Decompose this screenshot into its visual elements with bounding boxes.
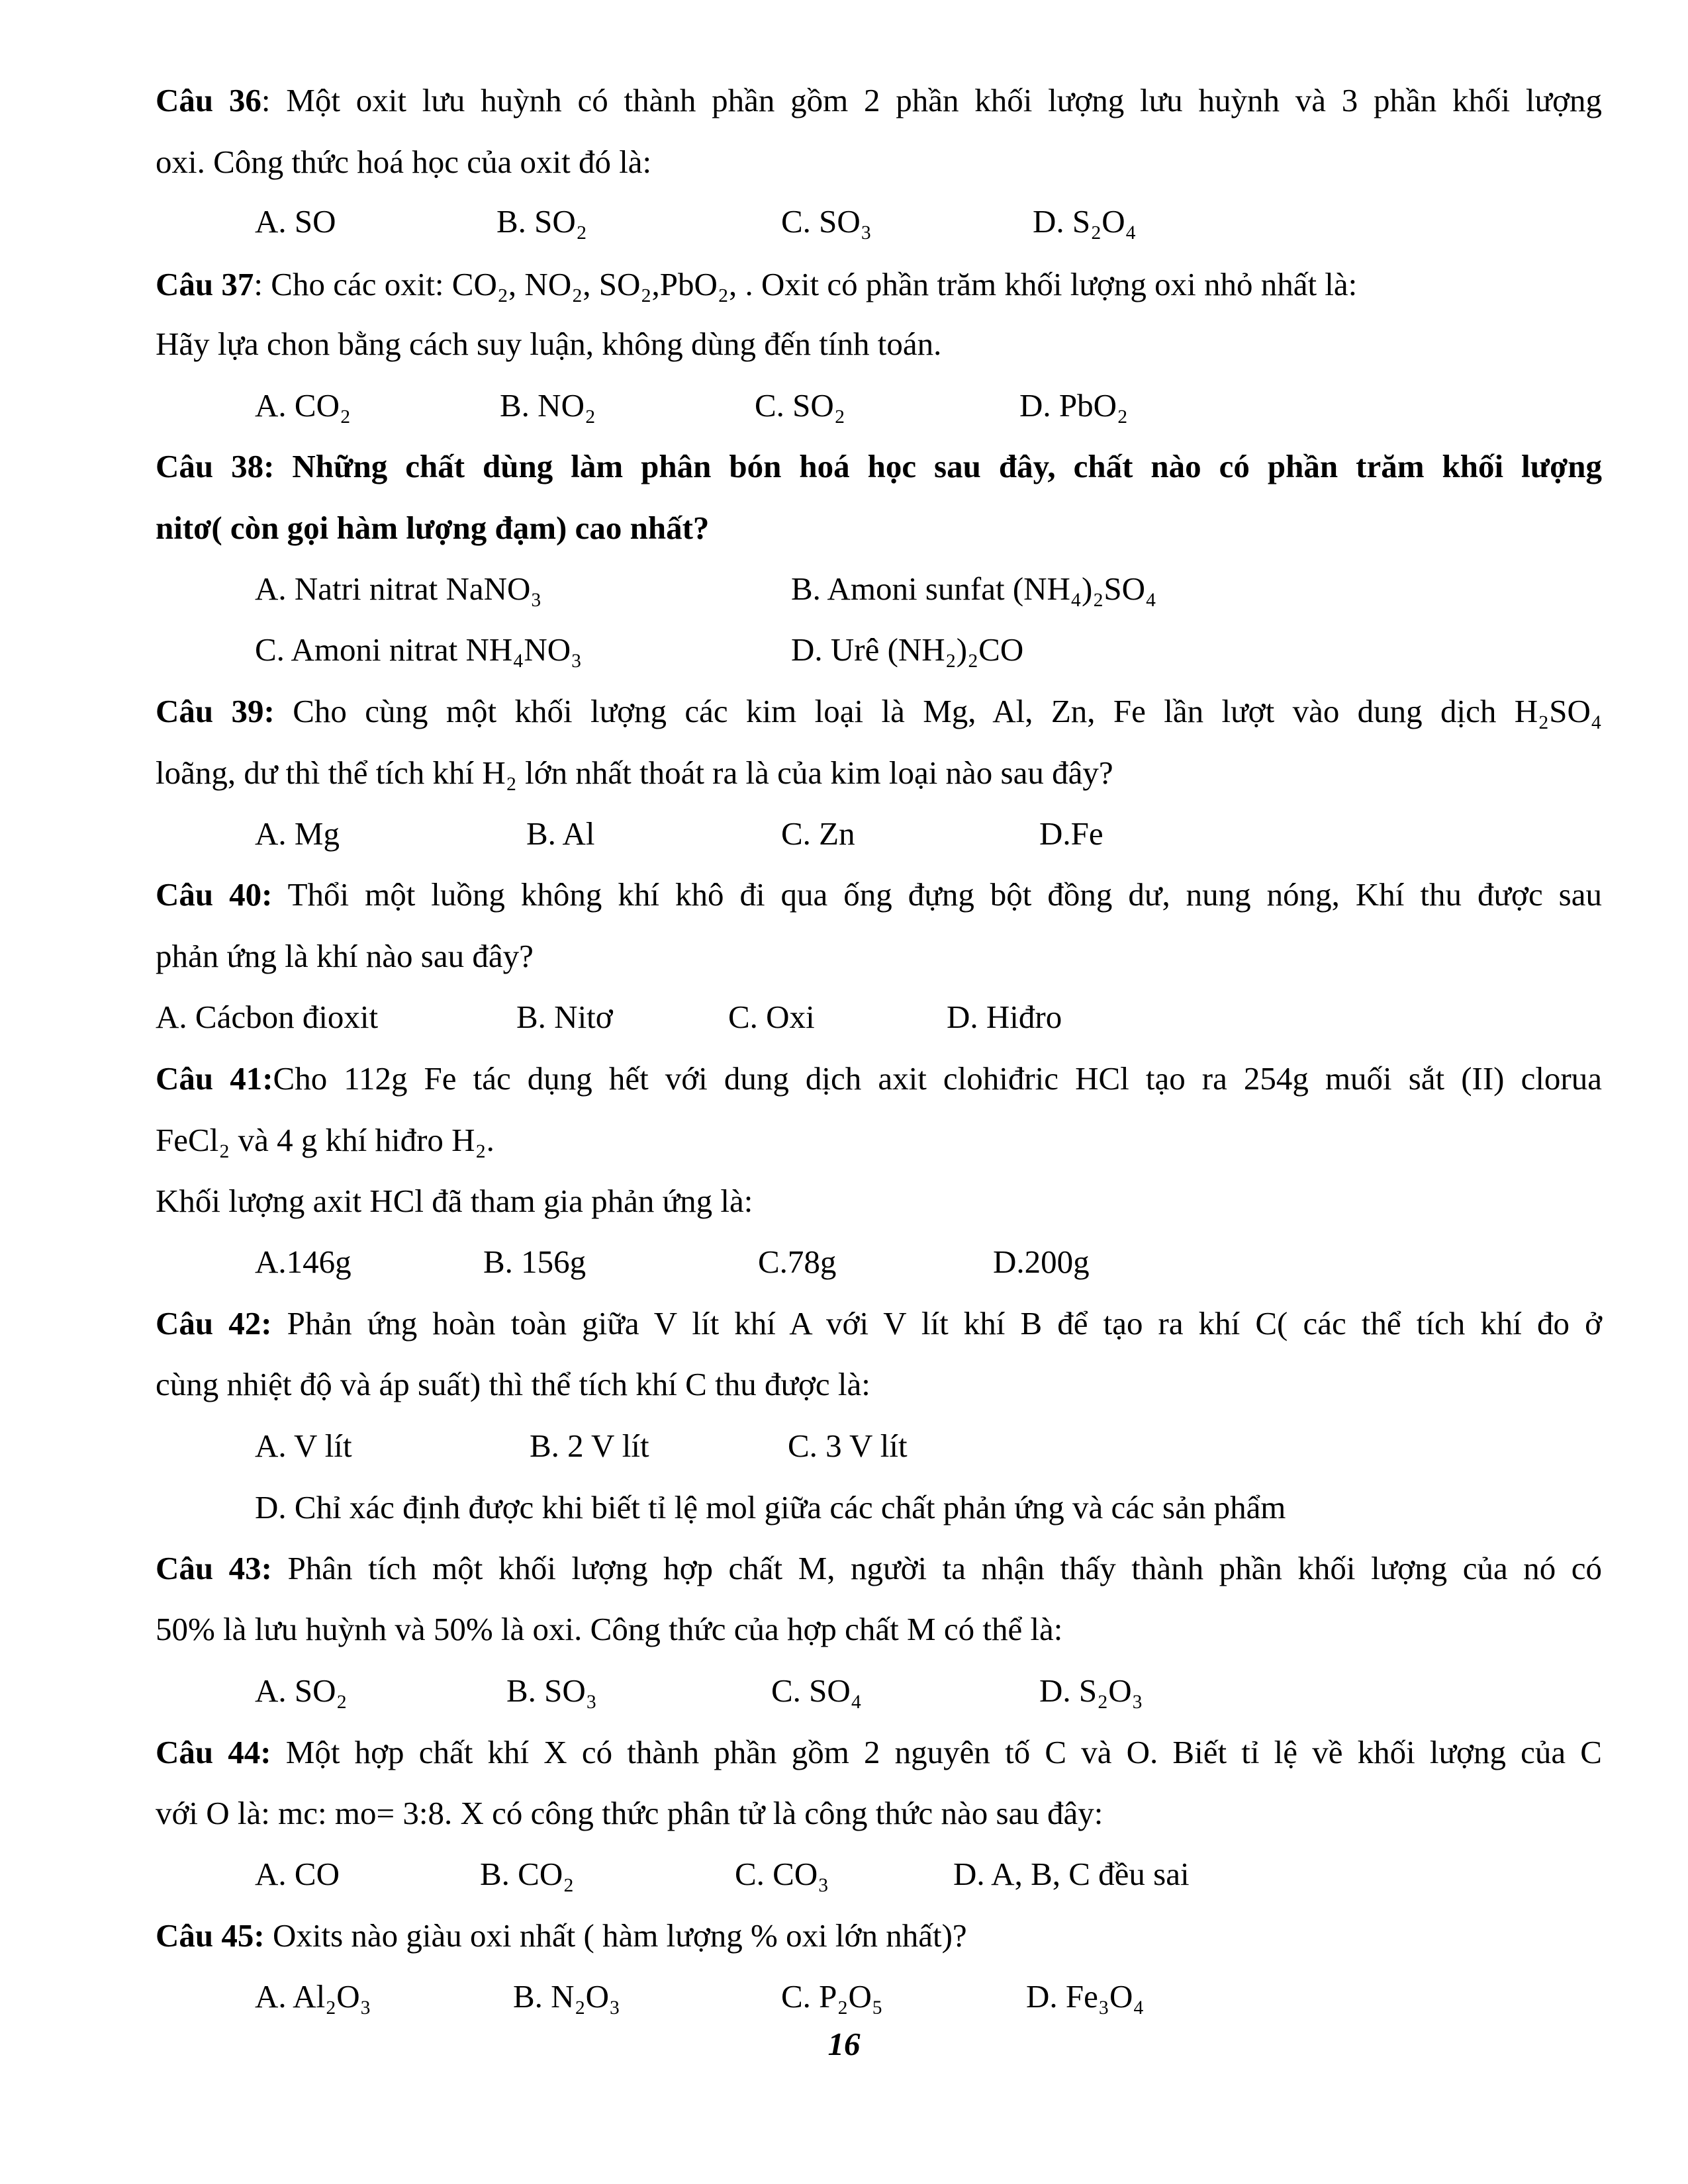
question-42-option-b: B. 2 V lít [530, 1428, 649, 1464]
question-43-label: Câu 43: [156, 1550, 272, 1586]
question-41-option-a: A.146g [255, 1244, 352, 1280]
question-43-option-b: B. SO₃ [506, 1672, 597, 1709]
question-40-option-b: B. Nitơ [516, 999, 613, 1035]
question-37-option-a: A. CO₂ [255, 387, 352, 424]
question-45-option-c: C. P₂O₅ [781, 1978, 883, 2015]
question-38-line-2: nitơ( còn gọi hàm lượng đạm) cao nhất? [156, 510, 710, 546]
question-38-option-d: D. Urê (NH₂)₂CO [791, 631, 1024, 668]
question-40-option-d: D. Hiđro [947, 999, 1062, 1035]
question-44-line-1: Câu 44: Một hợp chất khí X có thành phần gồm 2 nguyên tố C và O. Biết tỉ lệ về khối lượng của C [156, 1734, 1602, 1770]
question-37-option-b: B. NO₂ [500, 387, 596, 424]
question-45-line-1: Câu 45: Oxits nào giàu oxi nhất ( hàm lượng % oxi lớn nhất)? [156, 1917, 967, 1954]
question-38-option-b: B. Amoni sunfat (NH₄)₂SO₄ [791, 570, 1157, 607]
question-39-label: Câu 39: [156, 693, 275, 729]
question-45-option-a: A. Al₂O₃ [255, 1978, 371, 2015]
question-40-option-c: C. Oxi [728, 999, 815, 1035]
question-41-label: Câu 41: [156, 1060, 273, 1097]
question-40-label: Câu 40: [156, 876, 273, 913]
question-41-line-3: Khối lượng axit HCl đã tham gia phản ứng là: [156, 1183, 753, 1219]
question-45-option-b: B. N₂O₃ [513, 1978, 621, 2015]
question-36-label: Câu 36 [156, 82, 261, 118]
question-39-option-a: A. Mg [255, 815, 340, 852]
question-42-line-1: Câu 42: Phản ứng hoàn toàn giữa V lít khí A với V lít khí B để tạo ra khí C( các thể tích khí đo ở [156, 1305, 1602, 1342]
question-41-line-1: Câu 41:Cho 112g Fe tác dụng hết với dung dịch axit clohiđric HCl tạo ra 254g muối sắt (II) clorua [156, 1060, 1602, 1097]
question-43-option-c: C. SO₄ [771, 1672, 862, 1709]
question-39-line-2: loãng, dư thì thể tích khí H₂ lớn nhất thoát ra là của kim loại nào sau đây? [156, 754, 1113, 791]
question-36-option-c: C. SO₃ [781, 203, 872, 240]
question-41-option-c: C.78g [758, 1244, 837, 1280]
question-42-line-2: cùng nhiệt độ và áp suất) thì thể tích khí C thu được là: [156, 1366, 870, 1402]
question-39-option-c: C. Zn [781, 815, 855, 852]
question-43-line-2: 50% là lưu huỳnh và 50% là oxi. Công thức của hợp chất M có thể là: [156, 1611, 1063, 1647]
question-36-option-d: D. S₂O₄ [1033, 203, 1137, 240]
question-39-option-b: B. Al [526, 815, 595, 852]
question-38-option-c: C. Amoni nitrat NH₄NO₃ [255, 631, 583, 668]
question-36-line-1: Câu 36: Một oxit lưu huỳnh có thành phần gồm 2 phần khối lượng lưu huỳnh và 3 phần khối lượng [156, 82, 1602, 118]
question-37-line-2: Hãy lựa chon bằng cách suy luận, không dùng đến tính toán. [156, 326, 942, 362]
question-41-option-b: B. 156g [483, 1244, 586, 1280]
page-number: 16 [827, 2026, 861, 2062]
question-39-line-1: Câu 39: Cho cùng một khối lượng các kim loại là Mg, Al, Zn, Fe lần lượt vào dung dịch H₂SO₄ [156, 693, 1602, 729]
question-44-option-c: C. CO₃ [735, 1856, 829, 1892]
question-38-line-1: Câu 38: Những chất dùng làm phân bón hoá học sau đây, chất nào có phần trăm khối lượng [156, 448, 1602, 484]
question-36-option-a: A. SO [255, 203, 336, 240]
question-40-option-a: A. Cácbon đioxit [156, 999, 379, 1035]
question-42-option-a: A. V lít [255, 1428, 352, 1464]
question-44-option-a: A. CO [255, 1856, 340, 1892]
question-44-label: Câu 44: [156, 1734, 271, 1770]
question-38-option-a: A. Natri nitrat NaNO₃ [255, 570, 542, 607]
question-37-option-c: C. SO₂ [755, 387, 845, 424]
question-44-option-d: D. A, B, C đều sai [953, 1856, 1190, 1892]
question-45-option-d: D. Fe₃O₄ [1026, 1978, 1145, 2015]
question-43-option-d: D. S₂O₃ [1039, 1672, 1143, 1709]
question-42-label: Câu 42: [156, 1305, 272, 1342]
question-42-option-d: D. Chỉ xác định được khi biết tỉ lệ mol giữa các chất phản ứng và các sản phẩm [255, 1489, 1286, 1525]
question-40-line-2: phản ứng là khí nào sau đây? [156, 938, 534, 974]
question-45-label: Câu 45: [156, 1917, 265, 1954]
question-44-line-2: với O là: mc: mo= 3:8. X có công thức phân tử là công thức nào sau đây: [156, 1795, 1103, 1831]
question-36-line-2: oxi. Công thức hoá học của oxit đó là: [156, 144, 652, 180]
question-39-option-d: D.Fe [1039, 815, 1103, 852]
question-37-option-d: D. PbO₂ [1019, 387, 1129, 424]
question-40-line-1: Câu 40: Thổi một luồng không khí khô đi qua ống đựng bột đồng dư, nung nóng, Khí thu được sau [156, 876, 1602, 913]
question-43-option-a: A. SO₂ [255, 1672, 348, 1709]
question-42-option-c: C. 3 V lít [788, 1428, 908, 1464]
question-41-option-d: D.200g [993, 1244, 1090, 1280]
question-44-option-b: B. CO₂ [480, 1856, 575, 1892]
question-38-label: Câu 38: [156, 448, 275, 484]
question-43-line-1: Câu 43: Phân tích một khối lượng hợp chất M, người ta nhận thấy thành phần khối lượng của nó có [156, 1550, 1603, 1586]
question-37-label: Câu 37 [156, 266, 254, 302]
question-36-option-b: B. SO₂ [496, 203, 587, 240]
question-41-line-2: FeCl₂ và 4 g khí hiđro H₂. [156, 1122, 494, 1158]
question-37-line-1: Câu 37: Cho các oxit: CO₂, NO₂, SO₂,PbO₂, . Oxit có phần trăm khối lượng oxi nhỏ nhất là: [156, 266, 1358, 302]
